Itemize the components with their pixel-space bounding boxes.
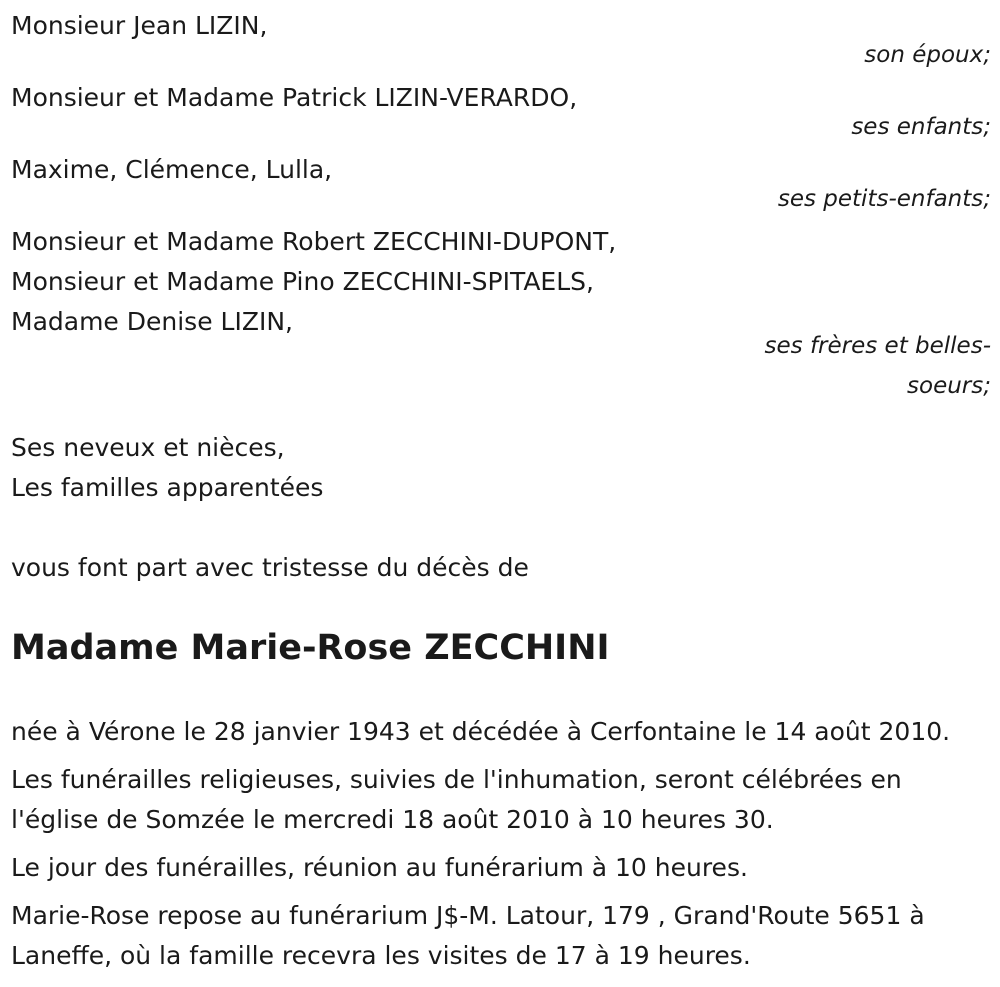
relatives-line: Les familles apparentées <box>11 473 324 502</box>
sibling-1: Monsieur et Madame Robert ZECCHINI-DUPONT, <box>11 227 617 256</box>
grandchildren-role: ses petits-enfants; <box>777 186 991 212</box>
spouse-role: son époux; <box>864 42 991 68</box>
siblings-role-line1: ses frères et belles- <box>764 333 991 359</box>
grandchildren-names: Maxime, Clémence, Lulla, <box>11 155 333 184</box>
obituary-document <box>11 0 991 976</box>
deceased-name: Madame Marie-Rose ZECCHINI <box>11 628 610 668</box>
gathering-paragraph: Le jour des funérailles, réunion au funérarium à 10 heures. <box>11 853 748 882</box>
siblings-role-line2: soeurs; <box>907 373 991 399</box>
funeral-paragraph: Les funérailles religieuses, suivies de l'inhumation, seront célébrées en l'église de Somzée le mercredi 18 août 2010 à 10 heures 30. <box>11 765 902 834</box>
birth-death-paragraph: née à Vérone le 28 janvier 1943 et décédée à Cerfontaine le 14 août 2010. <box>11 717 951 746</box>
sibling-2: Monsieur et Madame Pino ZECCHINI-SPITAELS, <box>11 267 594 296</box>
visitation-paragraph: Marie-Rose repose au funérarium J$-M. Latour, 179 , Grand'Route 5651 à Laneffe, où la famille recevra les visites de 17 à 19 heures. <box>11 901 925 970</box>
announcement-line: vous font part avec tristesse du décès de <box>11 553 529 582</box>
children-role: ses enfants; <box>851 114 991 140</box>
siblings-list <box>11 222 991 342</box>
spouse-name: Monsieur Jean LIZIN, <box>11 11 268 40</box>
sibling-3: Madame Denise LIZIN, <box>11 307 293 336</box>
children-name: Monsieur et Madame Patrick LIZIN-VERARDO, <box>11 83 578 112</box>
nephews-line: Ses neveux et nièces, <box>11 433 285 462</box>
